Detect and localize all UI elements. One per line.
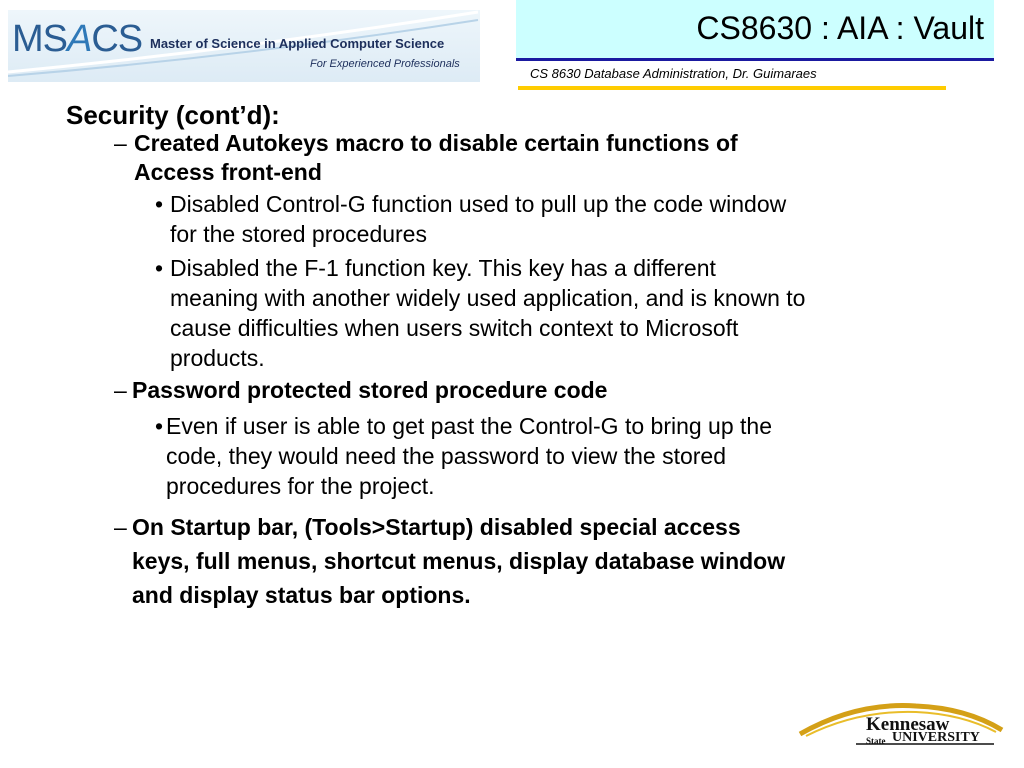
bullet-item-password-detail [155, 411, 975, 501]
ksu-university-text: UNIVERSITY [892, 730, 980, 745]
header-divider [516, 58, 994, 61]
item-line: for the stored procedures [170, 221, 427, 247]
dash-mark: – [114, 514, 127, 540]
dash-item-password [114, 376, 914, 405]
bullet-mark: • [155, 191, 164, 217]
bullet-item-f1 [155, 253, 995, 373]
bullet-item-control-g [155, 189, 975, 249]
msacs-logo [8, 10, 480, 82]
bullet-mark: • [155, 255, 164, 281]
item-line: products. [170, 345, 265, 371]
dash-item-startup [114, 510, 974, 612]
item-line: keys, full menus, shortcut menus, display database window [132, 548, 786, 574]
item-line: Password protected stored procedure code [132, 377, 608, 403]
item-line: procedures for the project. [166, 473, 435, 499]
slide-title: CS8630 : AIA : Vault [696, 10, 984, 46]
item-line: Disabled the F-1 function key. This key has a different [170, 255, 716, 281]
item-line: Disabled Control-G function used to pull up the code window [170, 191, 787, 217]
ksu-state-text: State [866, 736, 886, 746]
item-line: Access front-end [134, 159, 322, 185]
logo-cs: CS [91, 18, 143, 60]
item-line: and display status bar options. [132, 582, 471, 608]
section-heading: Security (cont’d): [66, 100, 280, 130]
item-line: code, they would need the password to view the stored [166, 443, 727, 469]
bullet-mark: • [155, 413, 164, 439]
logo-a: A [67, 18, 92, 60]
item-line: meaning with another widely used application, and is known to [170, 285, 806, 311]
slide-title-box [516, 0, 994, 58]
dash-item-autokeys [114, 129, 914, 187]
subtitle-underline [518, 86, 946, 90]
logo-letters [12, 18, 142, 61]
logo-tagline: For Experienced Professionals [310, 58, 460, 70]
ksu-logo [796, 700, 1006, 756]
dash-mark: – [114, 130, 127, 156]
item-line: cause difficulties when users switch context to Microsoft [170, 315, 739, 341]
course-subtitle: CS 8630 Database Administration, Dr. Guimaraes [530, 66, 817, 81]
dash-mark: – [114, 377, 127, 403]
logo-program-title: Master of Science in Applied Computer Science [150, 36, 445, 51]
item-line: Created Autokeys macro to disable certain functions of [134, 130, 738, 156]
item-line: Even if user is able to get past the Control-G to bring up the [166, 413, 773, 439]
ksu-kennesaw-text: Kennesaw [866, 714, 950, 735]
logo-ms: MS [12, 18, 67, 60]
item-line: On Startup bar, (Tools>Startup) disabled special access [132, 514, 741, 540]
